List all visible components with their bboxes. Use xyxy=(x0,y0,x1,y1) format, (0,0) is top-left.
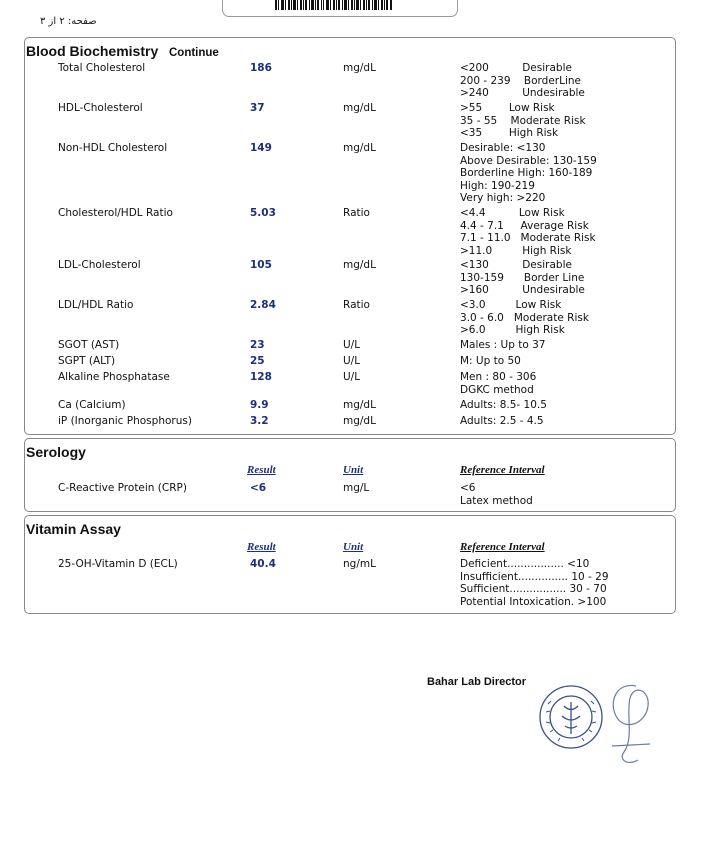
test-unit: Ratio xyxy=(343,299,370,311)
section-title: Serology xyxy=(26,444,86,460)
lab-stamp-and-signature xyxy=(538,680,668,775)
barcode-icon xyxy=(275,0,393,10)
test-unit: ng/mL xyxy=(343,558,376,570)
section-blood-biochemistry xyxy=(24,37,676,435)
test-unit: U/L xyxy=(343,355,361,367)
test-name: SGPT (ALT) xyxy=(58,355,116,367)
test-name: C-Reactive Protein (CRP) xyxy=(58,482,187,494)
test-unit: U/L xyxy=(343,339,361,351)
test-result: 186 xyxy=(250,62,272,74)
page-number: صفحه: ۲ از ۳ xyxy=(40,16,97,27)
test-name: Non-HDL Cholesterol xyxy=(58,142,168,154)
reference-interval: Males : Up to 37 xyxy=(460,339,546,351)
test-unit: Ratio xyxy=(343,207,370,219)
test-name: 25-OH-Vitamin D (ECL) xyxy=(58,558,178,570)
test-name: Cholesterol/HDL Ratio xyxy=(58,207,173,219)
section-title: Vitamin Assay xyxy=(26,521,121,537)
reference-interval: <4.4 Low Risk 4.4 - 7.1 Average Risk 7.1 - 11.0 Moderate Risk >11.0 High Risk xyxy=(460,207,596,257)
test-name: Alkaline Phosphatase xyxy=(58,371,170,383)
test-unit: mg/L xyxy=(343,482,370,494)
test-result: 3.2 xyxy=(250,415,269,427)
reference-interval: Desirable: <130 Above Desirable: 130-159 Borderline High: 160-189 High: 190-219 Very high: >220 xyxy=(460,142,597,205)
column-header-unit: Unit xyxy=(343,464,364,476)
test-unit: mg/dL xyxy=(343,102,376,114)
test-result: 2.84 xyxy=(250,299,276,311)
test-unit: mg/dL xyxy=(343,399,376,411)
test-unit: mg/dL xyxy=(343,259,376,271)
section-serology xyxy=(24,438,676,512)
signature-icon xyxy=(612,685,650,762)
column-header-result: Result xyxy=(247,464,276,476)
test-name: SGOT (AST) xyxy=(58,339,120,351)
column-header-reference: Reference Interval xyxy=(460,464,545,476)
reference-interval: Deficient................. <10 Insufficient............... 10 - 29 Sufficient................. 30 - 70 Potential Intoxication. >100 xyxy=(460,558,609,608)
stamp-seal-icon xyxy=(540,686,602,748)
test-name: LDL-Cholesterol xyxy=(58,259,141,271)
reference-interval: M: Up to 50 xyxy=(460,355,521,367)
reference-interval: Adults: 2.5 - 4.5 xyxy=(460,415,544,427)
section-title: Blood Biochemistry xyxy=(26,43,159,59)
reference-interval: Men : 80 - 306 DGKC method xyxy=(460,371,537,396)
lab-director-label: Bahar Lab Director xyxy=(427,676,527,688)
test-result: 40.4 xyxy=(250,558,276,570)
test-name: iP (Inorganic Phosphorus) xyxy=(58,415,192,427)
test-name: Ca (Calcium) xyxy=(58,399,126,411)
test-result: <6 xyxy=(250,482,267,494)
test-result: 37 xyxy=(250,102,265,114)
column-header-reference: Reference Interval xyxy=(460,541,545,553)
test-result: 5.03 xyxy=(250,207,276,219)
column-header-result: Result xyxy=(247,541,276,553)
test-unit: U/L xyxy=(343,371,361,383)
reference-interval: Adults: 8.5- 10.5 xyxy=(460,399,547,411)
continue-label: Continue xyxy=(169,47,219,59)
test-result: 105 xyxy=(250,259,272,271)
reference-interval: <6 Latex method xyxy=(460,482,533,507)
barcode-tab xyxy=(222,0,458,17)
test-name: LDL/HDL Ratio xyxy=(58,299,134,311)
test-result: 23 xyxy=(250,339,265,351)
test-unit: mg/dL xyxy=(343,142,376,154)
test-result: 9.9 xyxy=(250,399,269,411)
test-unit: mg/dL xyxy=(343,62,376,74)
reference-interval: <200 Desirable 200 - 239 BorderLine >240 Undesirable xyxy=(460,62,585,100)
reference-interval: <130 Desirable 130-159 Border Line >160 Undesirable xyxy=(460,259,585,297)
test-name: Total Cholesterol xyxy=(58,62,146,74)
test-result: 128 xyxy=(250,371,272,383)
test-result: 149 xyxy=(250,142,272,154)
column-header-unit: Unit xyxy=(343,541,364,553)
reference-interval: <3.0 Low Risk 3.0 - 6.0 Moderate Risk >6.0 High Risk xyxy=(460,299,589,337)
section-vitamin-assay xyxy=(24,515,676,614)
test-name: HDL-Cholesterol xyxy=(58,102,143,114)
test-result: 25 xyxy=(250,355,265,367)
test-unit: mg/dL xyxy=(343,415,376,427)
reference-interval: >55 Low Risk 35 - 55 Moderate Risk <35 High Risk xyxy=(460,102,586,140)
